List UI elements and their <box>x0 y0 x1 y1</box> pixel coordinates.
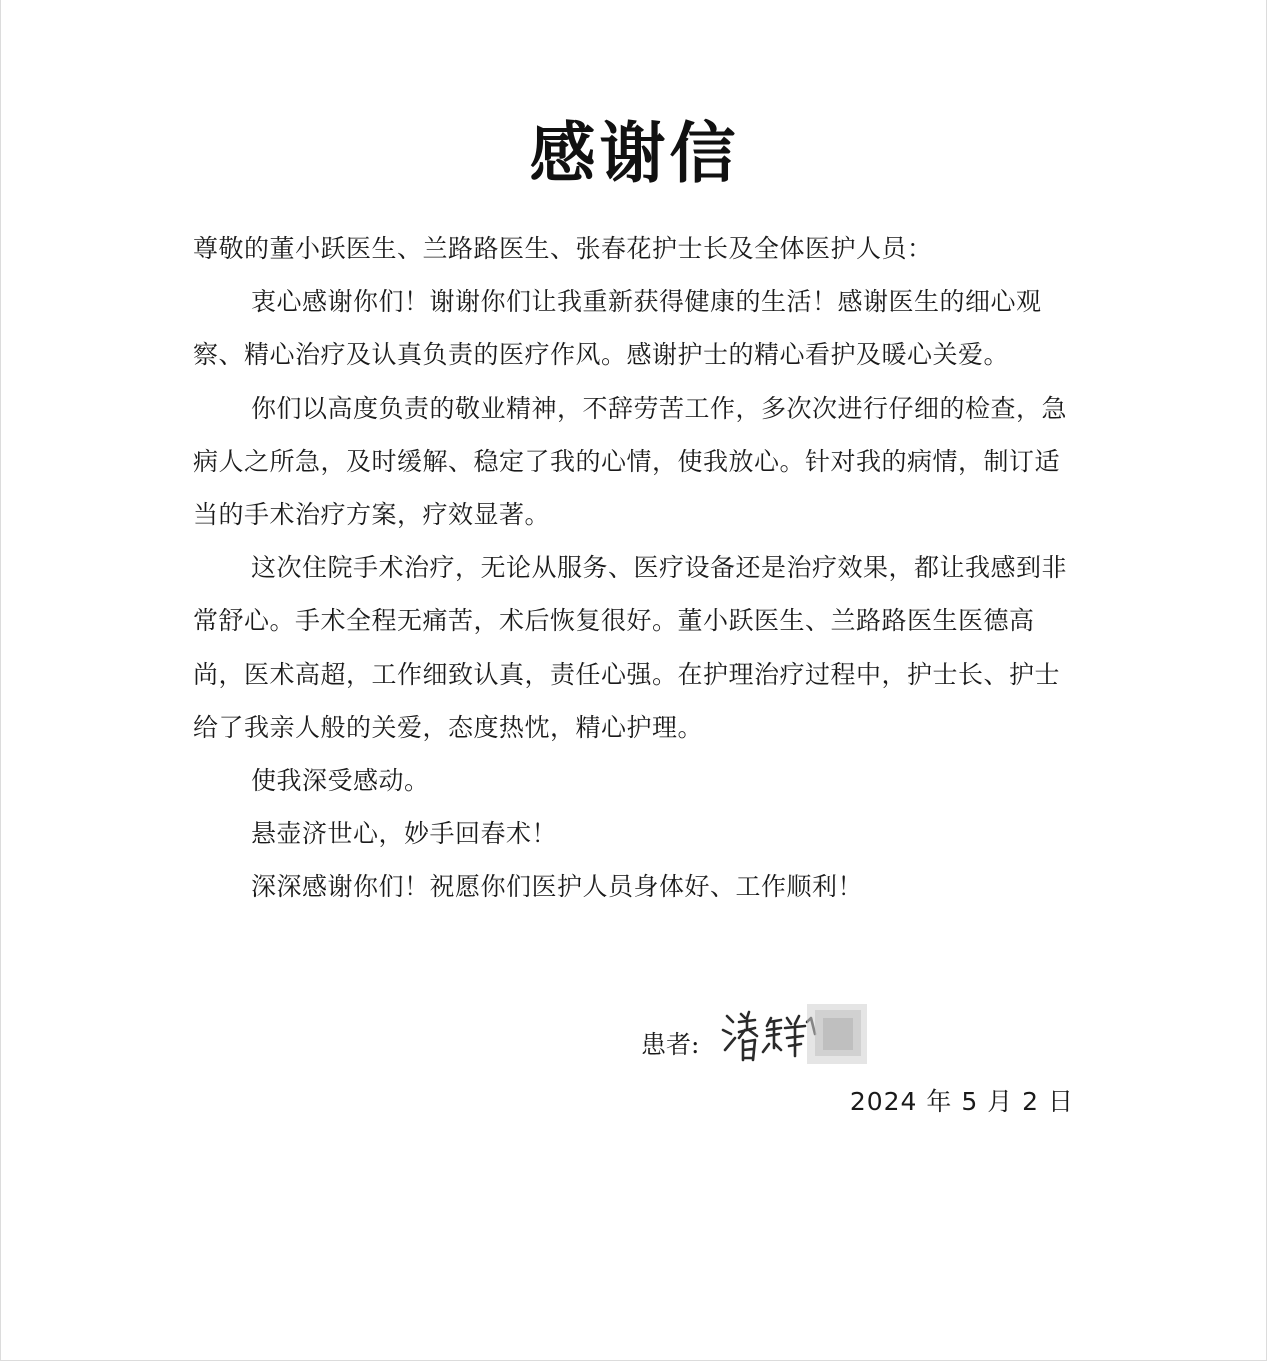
paragraph-moved: 使我深受感动。 <box>251 766 430 796</box>
signature-block <box>641 1003 869 1083</box>
paragraph-praise: 悬壶济世心，妙手回春术！ <box>251 819 558 849</box>
paragraph-treatment: 这次住院手术治疗，无论从服务、医疗设备还是治疗效果，都让我感到非常舒心。手术全程无痛苦，术后恢复很好。董小跃医生、兰路路医生医德高尚，医术高超，工作细致认真，责任心强。在护理治疗过程中，护士长、护士给了我亲人般的关爱，态度热忱，精心护理。 <box>193 553 1068 742</box>
letter-body <box>193 222 1077 914</box>
signature-label: 患者: <box>641 1030 700 1059</box>
paragraph-wishes: 深深感谢你们！祝愿你们医护人员身体好、工作顺利！ <box>251 872 864 902</box>
paragraph-dedication: 你们以高度负责的敬业精神，不辞劳苦工作，多次次进行仔细的检查，急病人之所急，及时缓解、稳定了我的心情，使我放心。针对我的病情，制订适当的手术治疗方案，疗效显著。 <box>193 393 1068 530</box>
letter-title: 感谢信 <box>529 115 740 192</box>
letter-date: 2024 年 5 月 2 日 <box>849 1087 1074 1116</box>
paragraph-gratitude: 衷心感谢你们！谢谢你们让我重新获得健康的生活！感谢医生的细心观察、精心治疗及认真负责的医疗作风。感谢护士的精心看护及暖心关爱。 <box>193 287 1042 370</box>
salutation: 尊敬的董小跃医生、兰路路医生、张春花护士长及全体医护人员： <box>193 234 933 263</box>
handwritten-signature <box>719 1004 869 1082</box>
